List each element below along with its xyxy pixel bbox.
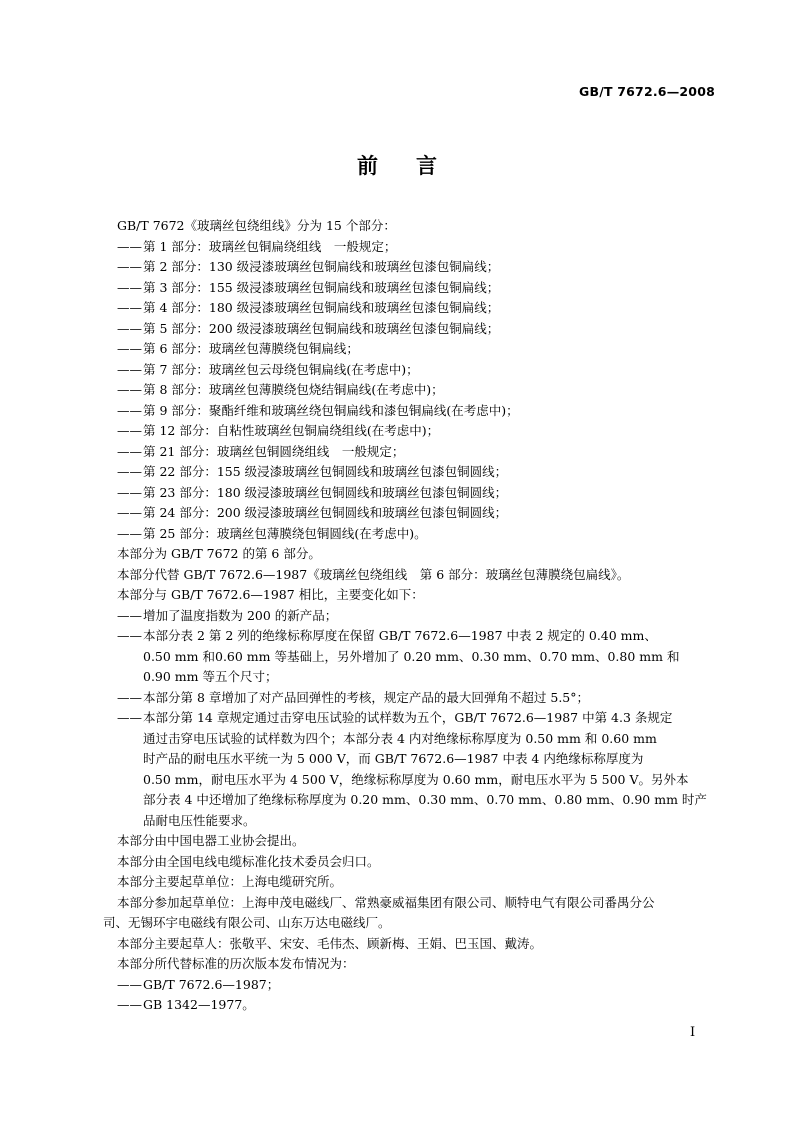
list-item: ——第 1 部分：玻璃丝包铜扁绕组线 一般规定； bbox=[117, 238, 397, 254]
list-item: ——第 5 部分：200 级浸漆玻璃丝包铜扁线和玻璃丝包漆包铜扁线； bbox=[117, 320, 500, 336]
list-item: ——第 23 部分：180 级浸漆玻璃丝包铜圆线和玻璃丝包漆包铜圆线； bbox=[117, 484, 508, 500]
list-item: ——第 2 部分：130 级浸漆玻璃丝包铜扁线和玻璃丝包漆包铜扁线； bbox=[117, 259, 500, 274]
proposed-by-paragraph: 本部分由中国电器工业协会提出。 bbox=[117, 833, 305, 848]
history-item: ——GB 1342—1977。 bbox=[117, 997, 255, 1012]
list-item: ——第 7 部分：玻璃丝包云母绕包铜扁线(在考虑中)； bbox=[117, 361, 419, 377]
change-item-continuation: 品耐电压性能要求。 bbox=[143, 812, 256, 828]
history-item: ——GB/T 7672.6—1987； bbox=[117, 976, 280, 992]
change-item: ——本部分第 8 章增加了对产品回弹性的考核，规定产品的最大回弹角不超过 5.5°； bbox=[117, 689, 590, 705]
standard-code: GB/T 7672.6—2008 bbox=[579, 84, 715, 99]
centralized-by-paragraph: 本部分由全国电线电缆标准化技术委员会归口。 bbox=[117, 853, 380, 869]
list-item: ——第 4 部分：180 级浸漆玻璃丝包铜扁线和玻璃丝包漆包铜扁线； bbox=[117, 300, 500, 315]
part-of-paragraph: 本部分为 GB/T 7672 的第 6 部分。 bbox=[117, 546, 321, 561]
drafters-paragraph: 本部分主要起草人：张敬平、宋安、毛伟杰、顾新梅、王娟、巴玉国、戴涛。 bbox=[117, 935, 543, 951]
list-item: ——第 12 部分：自粘性玻璃丝包铜扁绕组线(在考虑中)； bbox=[117, 423, 440, 438]
history-intro-paragraph: 本部分所代替标准的历次版本发布情况为： bbox=[117, 956, 355, 971]
page-title: 前言 bbox=[357, 154, 475, 178]
replaces-paragraph: 本部分代替 GB/T 7672.6—1987《玻璃丝包绕组线 第 6 部分：玻璃丝包薄膜绕包扁线》。 bbox=[117, 566, 630, 582]
change-item-continuation: 0.50 mm，耐电压水平为 4 500 V，绝缘标称厚度为 0.60 mm，耐电压水平为 5 500 V。另外本 bbox=[143, 771, 689, 787]
change-item: ——本部分表 2 第 2 列的绝缘标称厚度在保留 GB/T 7672.6—1987 中表 2 规定的 0.40 mm、 bbox=[117, 628, 657, 643]
list-item: ——第 24 部分：200 级浸漆玻璃丝包铜圆线和玻璃丝包漆包铜圆线； bbox=[117, 505, 508, 520]
list-item: ——第 22 部分：155 级浸漆玻璃丝包铜圆线和玻璃丝包漆包铜圆线； bbox=[117, 464, 508, 479]
list-item: ——第 9 部分：聚酯纤维和玻璃丝绕包铜扁线和漆包铜扁线(在考虑中)； bbox=[117, 402, 519, 418]
participants-paragraph: 本部分参加起草单位：上海申茂电磁线厂、常熟豪威福集团有限公司、顺特电气有限公司番禺分公 bbox=[117, 894, 655, 910]
list-item: ——第 21 部分：玻璃丝包铜圆绕组线 一般规定； bbox=[117, 443, 405, 459]
change-item-continuation: 0.90 mm 等五个尺寸； bbox=[143, 669, 278, 684]
list-item: ——第 8 部分：玻璃丝包薄膜绕包烧结铜扁线(在考虑中)； bbox=[117, 382, 444, 397]
change-item: ——本部分第 14 章规定通过击穿电压试验的试样数为五个，GB/T 7672.6—1987 中第 4.3 条规定 bbox=[117, 710, 673, 725]
foreword-body bbox=[103, 216, 712, 1016]
change-item-continuation: 时产品的耐电压水平统一为 5 000 V，而 GB/T 7672.6—1987 中表 4 内绝缘标称厚度为 bbox=[143, 751, 644, 766]
change-item-continuation: 0.50 mm 和0.60 mm 等基础上，另外增加了 0.20 mm、0.30 mm、0.70 mm、0.80 mm 和 bbox=[143, 648, 680, 664]
change-item-continuation: 部分表 4 中还增加了绝缘标称厚度为 0.20 mm、0.30 mm、0.70 mm、0.80 mm、0.90 mm 时产 bbox=[143, 792, 707, 807]
main-drafter-paragraph: 本部分主要起草单位：上海电缆研究所。 bbox=[117, 874, 343, 889]
change-item-continuation: 通过击穿电压试验的试样数为四个；本部分表 4 内对绝缘标称厚度为 0.50 mm 和 0.60 mm bbox=[143, 730, 657, 746]
change-item: ——增加了温度指数为 200 的新产品； bbox=[117, 607, 338, 623]
list-item: ——第 25 部分：玻璃丝包薄膜绕包铜圆线(在考虑中)。 bbox=[117, 525, 427, 541]
list-item: ——第 6 部分：玻璃丝包薄膜绕包铜扁线； bbox=[117, 341, 359, 356]
intro-paragraph: GB/T 7672《玻璃丝包绕组线》分为 15 个部分： bbox=[117, 218, 396, 233]
list-item: ——第 3 部分：155 级浸漆玻璃丝包铜扁线和玻璃丝包漆包铜扁线； bbox=[117, 279, 500, 295]
changes-intro-paragraph: 本部分与 GB/T 7672.6—1987 相比，主要变化如下： bbox=[117, 587, 424, 602]
page-number: I bbox=[690, 1025, 696, 1040]
participants-paragraph-continuation: 司、无锡环宇电磁线有限公司、山东万达电磁线厂。 bbox=[103, 915, 391, 930]
